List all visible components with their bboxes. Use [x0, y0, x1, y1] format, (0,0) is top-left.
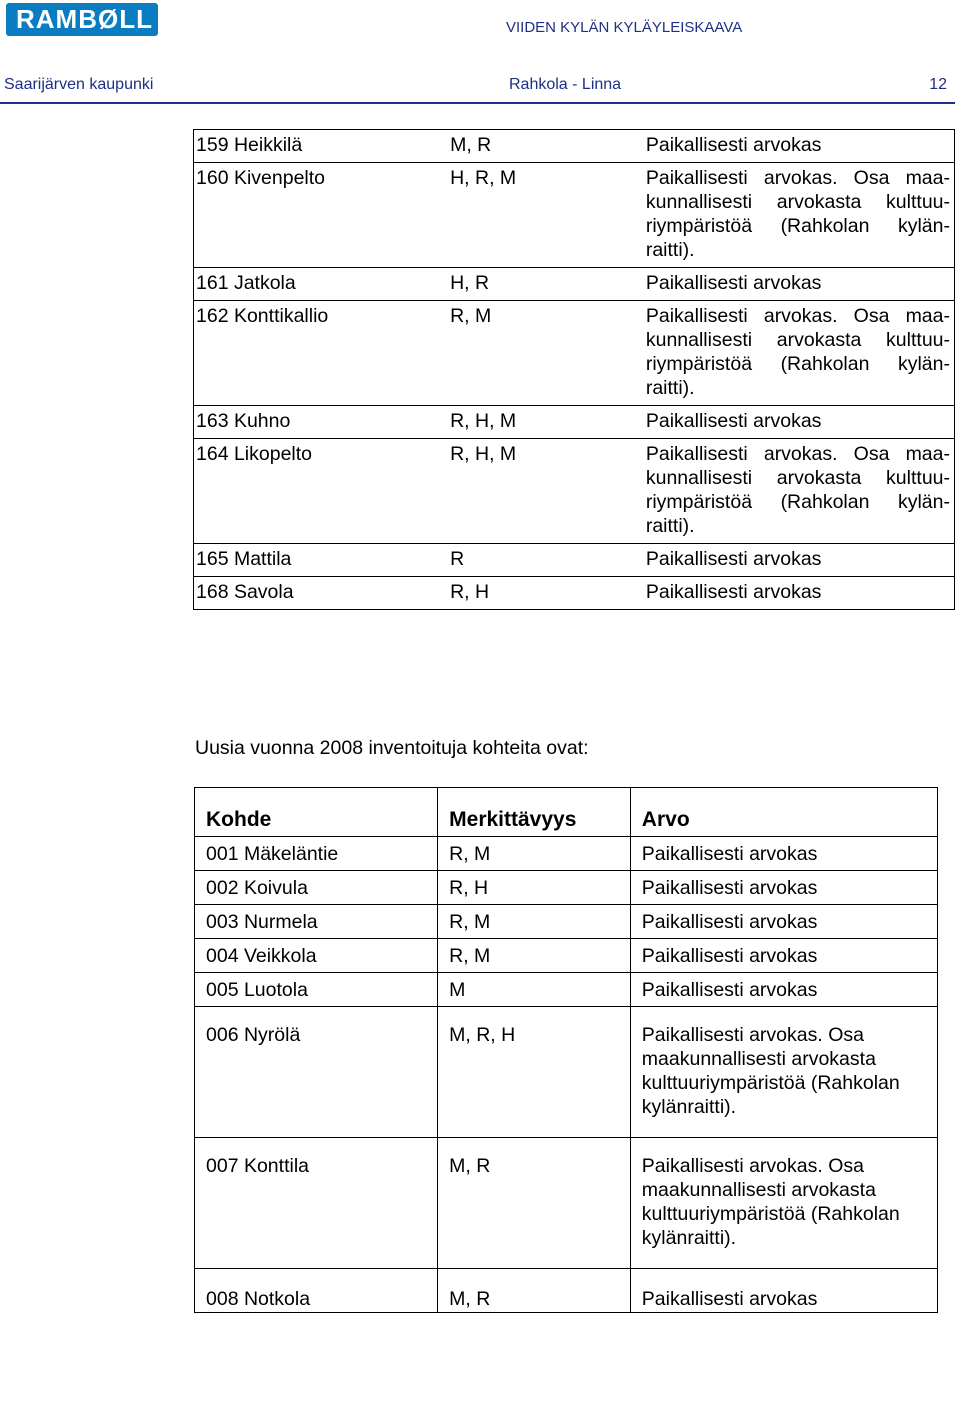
cell-arvo: Paikallisesti arvokas. Osa maa-kunnallisesti arvokasta kulttuu-riympäristöä (Rahkolan kylän-raitti). [637, 301, 955, 406]
cell-merkittavyys: R, H [440, 577, 637, 610]
cell-merkittavyys: M, R [440, 130, 637, 163]
cell-arvo: Paikallisesti arvokas [630, 905, 937, 939]
cell-arvo: Paikallisesti arvokas. Osa maakunnallisesti arvokasta kulttuuriympäristöä (Rahkolan kylänraitti). [630, 1007, 937, 1138]
cell-kohde: 002 Koivula [195, 871, 438, 905]
table-row [195, 905, 938, 939]
table-row [194, 577, 955, 610]
table-row [195, 939, 938, 973]
cell-merkittavyys: R, H, M [440, 406, 637, 439]
table-row [194, 163, 955, 268]
cell-kohde: 005 Luotola [195, 973, 438, 1007]
cell-kohde: 003 Nurmela [195, 905, 438, 939]
header-municipality: Saarijärven kaupunki [4, 76, 154, 93]
cell-kohde: 164 Likopelto [194, 439, 441, 544]
cell-arvo: Paikallisesti arvokas. Osa maakunnallisesti arvokasta kulttuuriympäristöä (Rahkolan kylänraitti). [630, 1138, 937, 1269]
ramboll-logo [6, 3, 158, 36]
cell-kohde: 168 Savola [194, 577, 441, 610]
cell-merkittavyys: R, H, M [440, 439, 637, 544]
table-row [195, 837, 938, 871]
cell-merkittavyys: M, R, H [438, 1007, 631, 1138]
table-row [195, 871, 938, 905]
cell-kohde: 159 Heikkilä [194, 130, 441, 163]
cell-arvo: Paikallisesti arvokas [637, 544, 955, 577]
table-row [194, 301, 955, 406]
existing-sites-table [193, 129, 955, 610]
page-number: 12 [929, 76, 947, 93]
cell-arvo: Paikallisesti arvokas [637, 577, 955, 610]
cell-merkittavyys: R, H [438, 871, 631, 905]
table-row [194, 544, 955, 577]
table-row [194, 130, 955, 163]
cell-merkittavyys: H, R [440, 268, 637, 301]
cell-kohde: 004 Veikkola [195, 939, 438, 973]
cell-kohde: 160 Kivenpelto [194, 163, 441, 268]
cell-arvo: Paikallisesti arvokas. Osa maa-kunnallisesti arvokasta kulttuu-riympäristöä (Rahkolan kylän-raitti). [637, 163, 955, 268]
cell-arvo: Paikallisesti arvokas [630, 871, 937, 905]
cell-kohde: 165 Mattila [194, 544, 441, 577]
cell-merkittavyys: R, M [438, 939, 631, 973]
cell-kohde: 161 Jatkola [194, 268, 441, 301]
cell-merkittavyys: M, R [438, 1138, 631, 1269]
table-row [195, 1007, 938, 1138]
cell-kohde: 007 Konttila [195, 1138, 438, 1269]
cell-merkittavyys: H, R, M [440, 163, 637, 268]
cell-arvo: Paikallisesti arvokas [637, 130, 955, 163]
page-header [0, 74, 955, 104]
table-row [195, 1138, 938, 1269]
header-merkittavyys: Merkittävyys [438, 788, 631, 837]
cell-merkittavyys: R [440, 544, 637, 577]
cell-merkittavyys: R, M [440, 301, 637, 406]
cell-kohde: 008 Notkola [195, 1269, 438, 1313]
cell-merkittavyys: R, M [438, 837, 631, 871]
header-arvo: Arvo [630, 788, 937, 837]
cell-merkittavyys: R, M [438, 905, 631, 939]
cell-arvo: Paikallisesti arvokas [637, 406, 955, 439]
header-area: Rahkola - Linna [509, 76, 622, 93]
cell-arvo: Paikallisesti arvokas [630, 939, 937, 973]
table-row [194, 439, 955, 544]
cell-arvo: Paikallisesti arvokas [630, 973, 937, 1007]
table-row [195, 973, 938, 1007]
cell-arvo: Paikallisesti arvokas [637, 268, 955, 301]
document-title: VIIDEN KYLÄN KYLÄYLEISKAAVA [506, 19, 743, 36]
cell-merkittavyys: M [438, 973, 631, 1007]
header-kohde: Kohde [195, 788, 438, 837]
cell-kohde: 006 Nyrölä [195, 1007, 438, 1138]
cell-kohde: 163 Kuhno [194, 406, 441, 439]
cell-arvo: Paikallisesti arvokas. Osa maa-kunnallisesti arvokasta kulttuu-riympäristöä (Rahkolan kylän-raitti). [637, 439, 955, 544]
table-row [195, 1269, 938, 1313]
new-sites-table [194, 787, 938, 1313]
cell-merkittavyys: M, R [438, 1269, 631, 1313]
table-header-row [195, 788, 938, 837]
table-row [194, 268, 955, 301]
new-sites-intro: Uusia vuonna 2008 inventoituja kohteita ovat: [195, 737, 589, 759]
cell-kohde: 001 Mäkeläntie [195, 837, 438, 871]
cell-arvo: Paikallisesti arvokas [630, 837, 937, 871]
cell-arvo: Paikallisesti arvokas [630, 1269, 937, 1313]
table-row [194, 406, 955, 439]
logo-text: RAMBØLL [16, 4, 153, 34]
cell-kohde: 162 Konttikallio [194, 301, 441, 406]
